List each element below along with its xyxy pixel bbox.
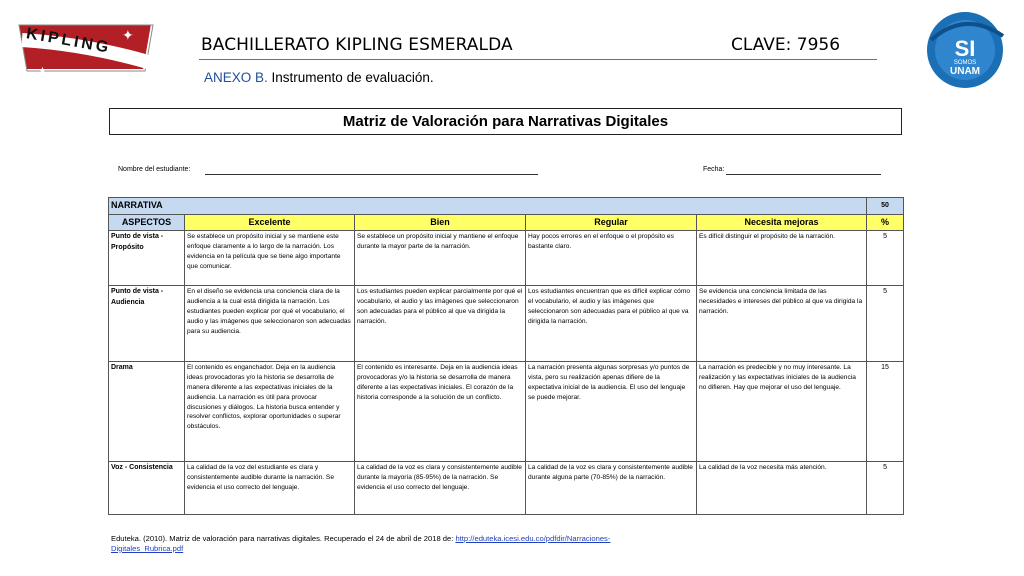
rubric-table bbox=[108, 197, 904, 515]
citation-text: Eduteka. (2010). Matriz de valoración para narrativas digitales. Recuperado el 24 de abril de 2018 de: bbox=[111, 534, 456, 543]
regular-cell: La calidad de la voz es clara y consistentemente audible durante alguna parte (70-85%) de la narración. bbox=[526, 462, 697, 515]
svg-text:SOMOS: SOMOS bbox=[953, 60, 977, 66]
svg-text:SI: SI bbox=[954, 36, 976, 61]
percent-cell: 5 bbox=[867, 286, 904, 362]
annex-label: ANEXO B. bbox=[204, 70, 268, 85]
percent-cell: 5 bbox=[867, 231, 904, 286]
source-citation bbox=[111, 534, 671, 554]
table-row bbox=[109, 462, 904, 515]
kipling-logo-text: KIPLING bbox=[24, 25, 113, 57]
si-somos-unam-logo bbox=[919, 10, 1011, 90]
aspect-cell: Drama bbox=[109, 362, 185, 462]
mejoras-cell: Es difícil distinguir el propósito de la narración. bbox=[697, 231, 867, 286]
regular-cell: La narración presenta algunas sorpresas y/o puntos de vista, pero su realización apenas difiere de la expectativa inicial de la audiencia. El uso del lenguaje se puede mejorar. bbox=[526, 362, 697, 462]
excelente-cell: El contenido es enganchador. Deja en la audiencia ideas provocadoras y/o la historia se desarrolla de manera diferente a las expectativas iniciales de la audiencia. La narración es útil para provocar discusiones y diálogos. La historia busca entender y resolver conflictos, explorar oportunidades o superar obstáculos. bbox=[185, 362, 355, 462]
percent-cell: 5 bbox=[867, 462, 904, 515]
mejoras-cell: La narración es predecible y no muy interesante. La realización y las expectativas iniciales de la audiencia no difieren. Hay que mejorar el uso del lenguaje. bbox=[697, 362, 867, 462]
excelente-cell: La calidad de la voz del estudiante es clara y consistentemente audible durante la narración. Se evidencia el uso correcto del lenguaje. bbox=[185, 462, 355, 515]
col-header-aspects: ASPECTOS bbox=[109, 214, 185, 231]
bien-cell: Se establece un propósito inicial y mantiene el enfoque durante la mayor parte de la narración. bbox=[355, 231, 526, 286]
bien-cell: Los estudiantes pueden explicar parcialmente por qué el vocabulario, el audio y las imágenes que seleccionaron son adecuadas para el público al que va dirigida la narración. bbox=[355, 286, 526, 362]
aspect-cell: Voz - Consistencia bbox=[109, 462, 185, 515]
school-code: CLAVE: 7956 bbox=[731, 35, 841, 55]
school-title: BACHILLERATO KIPLING ESMERALDA bbox=[201, 35, 513, 55]
mejoras-cell: La calidad de la voz necesita más atención. bbox=[697, 462, 867, 515]
col-header-regular: Regular bbox=[526, 214, 697, 231]
kipling-logo bbox=[12, 14, 158, 84]
svg-text:✦: ✦ bbox=[122, 27, 134, 43]
student-name-line bbox=[205, 174, 538, 175]
date-line bbox=[726, 174, 881, 175]
percent-cell: 15 bbox=[867, 362, 904, 462]
col-header-excelente: Excelente bbox=[185, 214, 355, 231]
col-header-necesita-mejoras: Necesita mejoras bbox=[697, 214, 867, 231]
date-label: Fecha: bbox=[703, 166, 725, 173]
section-label: NARRATIVA bbox=[109, 198, 867, 215]
regular-cell: Los estudiantes encuentran que es difícil explicar cómo el vocabulario, el audio y las imágenes que seleccionaron son adecuadas para el público al que va dirigida la narración. bbox=[526, 286, 697, 362]
bien-cell: La calidad de la voz es clara y consistentemente audible durante la mayoría (85-95%) de la narración. Se evidencia el uso correcto del lenguaje. bbox=[355, 462, 526, 515]
student-name-label: Nombre del estudiante: bbox=[118, 166, 191, 173]
citation-link[interactable]: http://eduteka.icesi.edu.co/pdfdir/Narraciones-Digitales_Rubrica.pdf bbox=[111, 534, 611, 553]
col-header-bien: Bien bbox=[355, 214, 526, 231]
annex-heading bbox=[204, 70, 434, 85]
svg-text:UNAM: UNAM bbox=[950, 66, 980, 77]
total-points: 50 bbox=[867, 198, 904, 215]
bien-cell: El contenido es interesante. Deja en la audiencia ideas provocadoras y/o la historia se desarrolla de manera diferente a las expectativas iniciales. El corazón de la historia corresponde a la solución de un conflicto. bbox=[355, 362, 526, 462]
table-header-row bbox=[109, 214, 904, 231]
header-divider bbox=[199, 59, 877, 60]
matrix-title: Matriz de Valoración para Narrativas Digitales bbox=[109, 108, 902, 135]
svg-text:★: ★ bbox=[38, 66, 47, 77]
regular-cell: Hay pocos errores en el enfoque o el propósito es bastante claro. bbox=[526, 231, 697, 286]
aspect-cell: Punto de vista - Audiencia bbox=[109, 286, 185, 362]
excelente-cell: En el diseño se evidencia una conciencia clara de la audiencia a la cual está dirigida la narración. Los estudiantes pueden explicar por qué el vocabulario, el audio y las imágenes que seleccionaron son adecuadas para su audiencia. bbox=[185, 286, 355, 362]
mejoras-cell: Se evidencia una conciencia limitada de las necesidades e intereses del público al que va dirigida la narración. bbox=[697, 286, 867, 362]
aspect-cell: Punto de vista - Propósito bbox=[109, 231, 185, 286]
col-header-percent: % bbox=[867, 214, 904, 231]
excelente-cell: Se establece un propósito inicial y se mantiene este enfoque claramente a lo largo de la narración. Los evidencia en la película que se tiene algo importante que comunicar. bbox=[185, 231, 355, 286]
table-row bbox=[109, 286, 904, 362]
table-row bbox=[109, 231, 904, 286]
annex-text: Instrumento de evaluación. bbox=[267, 70, 434, 85]
table-row bbox=[109, 362, 904, 462]
